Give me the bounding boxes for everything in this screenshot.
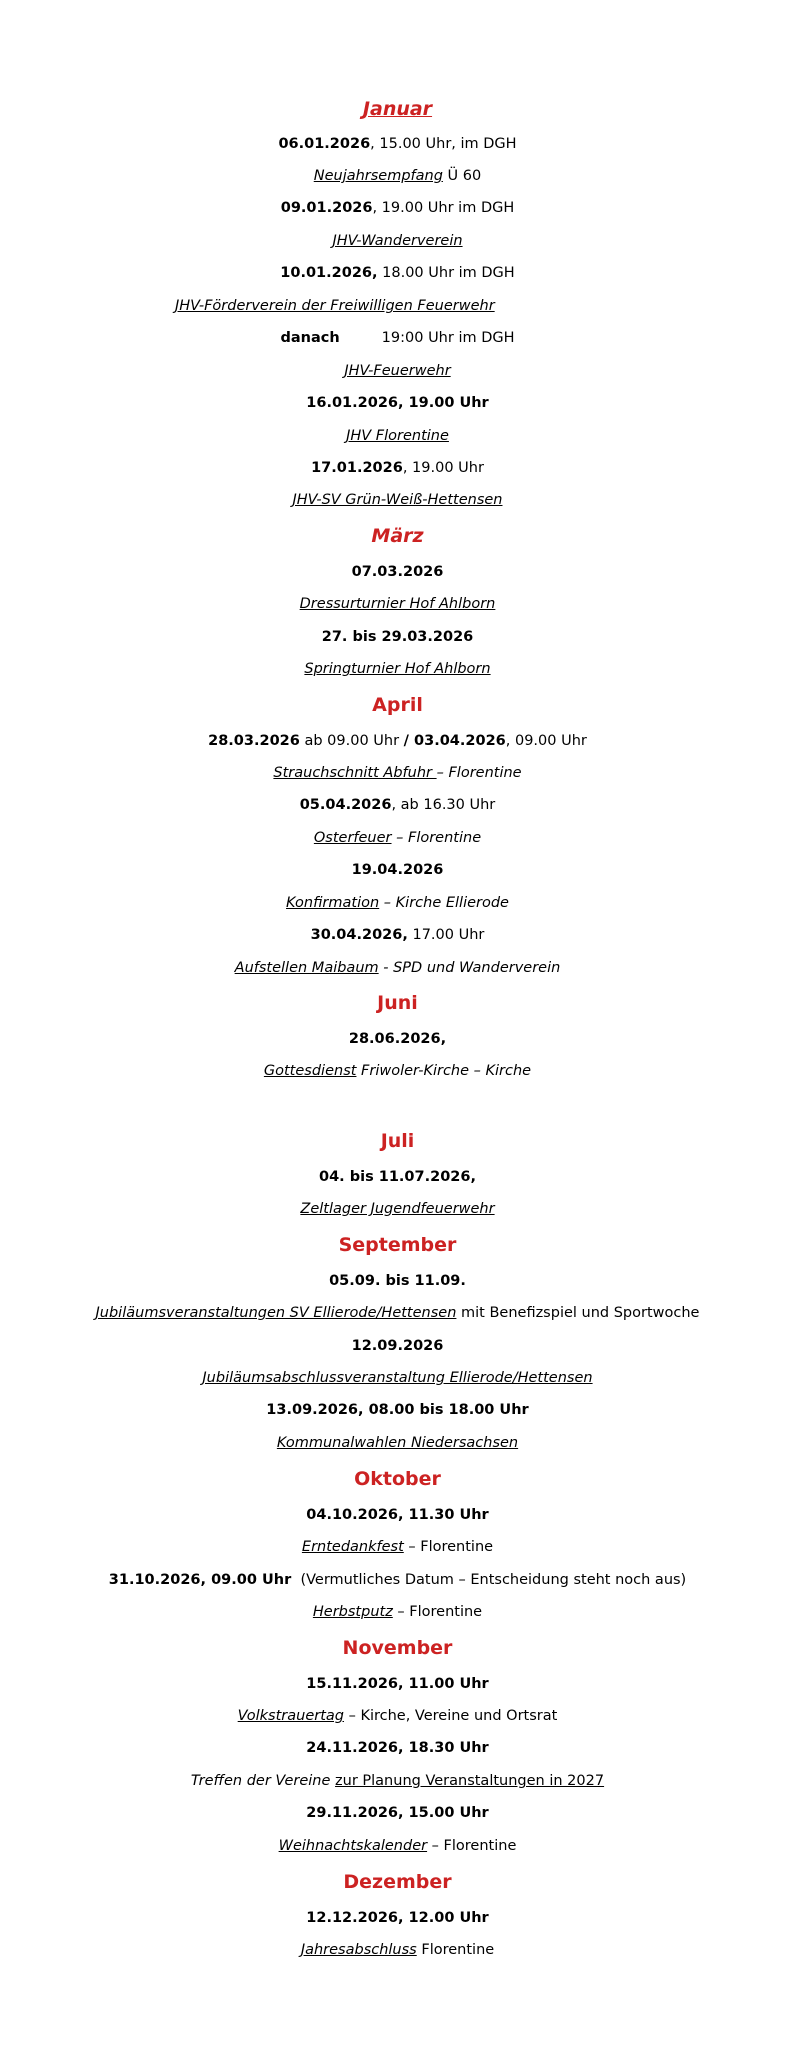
- event-suffix: – Kirche, Vereine und Ortsrat: [343, 1708, 558, 1724]
- event-title-line: [0, 828, 795, 848]
- event-title: Kommunalwahlen Niedersachsen: [276, 1435, 519, 1451]
- event-title: Zeltlager Jugendfeuerwehr: [300, 1201, 495, 1217]
- event-title-line: [0, 1940, 795, 1960]
- event-title: JHV-SV Grün-Weiß-Hettensen: [292, 492, 503, 508]
- event-suffix: – Florentine: [403, 1539, 494, 1555]
- event-date: 04. bis 11.07.2026,: [318, 1169, 476, 1185]
- event-date: 17.01.2026: [311, 460, 403, 476]
- event-time: 18.00 Uhr im DGH: [377, 265, 515, 281]
- month-heading-november: November: [342, 1637, 453, 1659]
- event-date-line: [0, 1908, 795, 1928]
- event-date: 16.01.2026, 19.00 Uhr: [306, 395, 489, 411]
- event-title-line: [0, 231, 795, 251]
- event-suffix: Friwoler-Kirche – Kirche: [356, 1063, 532, 1079]
- event-title: Gottesdienst: [263, 1063, 357, 1079]
- month-heading-oktober: Oktober: [354, 1468, 441, 1490]
- event-suffix: Ü 60: [442, 168, 482, 184]
- event-date: 15.11.2026, 11.00 Uhr: [306, 1676, 489, 1692]
- month-heading-juli: Juli: [380, 1130, 415, 1152]
- event-title-line: [0, 426, 795, 446]
- event-title-line: [0, 1836, 795, 1856]
- event-title-line: [0, 1706, 795, 1726]
- event-title: Neujahrsempfang: [313, 168, 443, 184]
- event-date-line: [0, 562, 795, 582]
- event-title: Aufstellen Maibaum: [234, 960, 379, 976]
- event-date: 06.01.2026: [278, 136, 371, 152]
- event-date: 28.06.2026,: [348, 1031, 447, 1047]
- event-title-line: [0, 958, 795, 978]
- event-date-line: [0, 1167, 795, 1187]
- event-title: zur Planung Veranstaltungen in 2027: [335, 1773, 605, 1789]
- event-date-line: [0, 263, 795, 283]
- event-title: JHV Florentine: [346, 428, 449, 444]
- event-suffix: – Kirche Ellierode: [379, 895, 509, 911]
- event-time: , ab 16.30 Uhr: [391, 797, 496, 813]
- event-title: Dressurturnier Hof Ahlborn: [299, 596, 496, 612]
- event-date-line: [0, 925, 795, 945]
- event-time: , 15.00 Uhr, im DGH: [370, 136, 517, 152]
- event-date-line: [0, 1570, 795, 1590]
- month-heading-april: April: [372, 694, 423, 716]
- event-date: 03.04.2026: [408, 733, 506, 749]
- event-date-line: [0, 1803, 795, 1823]
- event-date-line: [0, 1400, 795, 1420]
- event-date: 12.09.2026: [351, 1338, 444, 1354]
- month-heading-dezember: Dezember: [343, 1871, 452, 1893]
- event-date-line: [0, 860, 795, 880]
- event-time: , 09.00 Uhr: [505, 733, 587, 749]
- event-title: Konfirmation: [286, 895, 380, 911]
- event-suffix: – Florentine: [436, 765, 522, 781]
- event-title-line: [0, 659, 795, 679]
- event-suffix: Florentine: [416, 1942, 495, 1958]
- event-title-line: [0, 490, 795, 510]
- event-suffix: – Florentine: [427, 1838, 517, 1854]
- event-title-line: [0, 1061, 795, 1081]
- event-date: 30.04.2026,: [310, 927, 408, 943]
- event-date-line: [0, 795, 795, 815]
- event-title: JHV-Wanderverein: [332, 233, 463, 249]
- event-date-line: [0, 1336, 795, 1356]
- event-suffix: – Florentine: [391, 830, 482, 846]
- event-time: 17.00 Uhr: [407, 927, 485, 943]
- event-time: , 19.00 Uhr: [402, 460, 484, 476]
- event-title-line: [0, 1303, 795, 1323]
- month-heading-maerz: März: [371, 525, 424, 547]
- event-title-line: [0, 361, 795, 381]
- event-date-line: [0, 1271, 795, 1291]
- event-title-line: [0, 1537, 795, 1557]
- event-date: 12.12.2026, 12.00 Uhr: [306, 1910, 489, 1926]
- event-date: 19.04.2026: [351, 862, 444, 878]
- event-title-line: [0, 1368, 795, 1388]
- event-title: Erntedankfest: [301, 1539, 404, 1555]
- event-date: 13.09.2026, 08.00 bis 18.00 Uhr: [266, 1402, 529, 1418]
- event-date-line: [0, 393, 795, 413]
- event-date: 07.03.2026: [351, 564, 444, 580]
- event-title-line: [0, 1771, 795, 1791]
- event-prefix: Treffen der Vereine: [190, 1773, 336, 1789]
- month-heading-juni: Juni: [377, 992, 418, 1014]
- event-date: 27. bis 29.03.2026: [321, 629, 474, 645]
- event-title: JHV-Feuerwehr: [344, 363, 451, 379]
- event-date-separator: /: [403, 733, 409, 749]
- event-date-line: [0, 134, 795, 154]
- event-date: 05.09. bis 11.09.: [329, 1273, 466, 1289]
- event-date-line: [0, 1674, 795, 1694]
- event-date: 24.11.2026, 18.30 Uhr: [306, 1740, 489, 1756]
- event-date-line: [0, 627, 795, 647]
- month-heading-januar: Januar: [362, 98, 433, 120]
- event-title: Weihnachtskalender: [278, 1838, 428, 1854]
- event-date-line: [0, 1738, 795, 1758]
- event-date: 04.10.2026, 11.30 Uhr: [306, 1507, 489, 1523]
- event-title-line: [0, 166, 795, 186]
- event-time: 19:00 Uhr im DGH: [381, 330, 515, 346]
- event-suffix: mit Benefizspiel und Sportwoche: [456, 1305, 700, 1321]
- event-date-line: [0, 458, 795, 478]
- event-date-line: [0, 1505, 795, 1525]
- event-date: 10.01.2026,: [280, 265, 378, 281]
- event-title: Springturnier Hof Ahlborn: [304, 661, 491, 677]
- event-date: 29.11.2026, 15.00 Uhr: [306, 1805, 489, 1821]
- event-title: Jahresabschluss: [300, 1942, 417, 1958]
- event-date: 09.01.2026: [280, 200, 373, 216]
- event-title: JHV-Förderverein der Freiwilligen Feuerwehr: [175, 298, 495, 314]
- event-title: Jubiläumsveranstaltungen SV Ellierode/Hettensen: [95, 1305, 457, 1321]
- month-heading-september: September: [338, 1234, 457, 1256]
- event-title: Strauchschnitt Abfuhr: [273, 765, 437, 781]
- event-title: Jubiläumsabschlussveranstaltung Ellierode/Hettensen: [202, 1370, 593, 1386]
- event-title-line: [0, 893, 795, 913]
- event-title-line: [0, 1199, 795, 1219]
- event-date-line: [0, 731, 795, 751]
- event-time: , 19.00 Uhr im DGH: [372, 200, 515, 216]
- event-title: Volkstrauertag: [237, 1708, 344, 1724]
- event-title-line: [0, 763, 795, 783]
- event-note: (Vermutliches Datum – Entscheidung steht noch aus): [291, 1572, 687, 1588]
- event-date-line: [0, 1029, 795, 1049]
- event-date: 31.10.2026, 09.00 Uhr: [108, 1572, 292, 1588]
- event-title-line: [0, 594, 795, 614]
- event-date-line: [0, 328, 795, 348]
- event-time: ab 09.00 Uhr: [299, 733, 404, 749]
- event-title: Osterfeuer: [313, 830, 392, 846]
- event-date: danach: [280, 330, 340, 346]
- event-title-line: [0, 1602, 795, 1622]
- event-date-line: [0, 198, 795, 218]
- event-suffix: - SPD und Wanderverein: [378, 960, 561, 976]
- event-title-line: [0, 1433, 795, 1453]
- event-title-line: [175, 296, 495, 316]
- event-date: 05.04.2026: [299, 797, 392, 813]
- event-suffix: – Florentine: [392, 1604, 483, 1620]
- event-title: Herbstputz: [312, 1604, 393, 1620]
- event-date: 28.03.2026: [208, 733, 300, 749]
